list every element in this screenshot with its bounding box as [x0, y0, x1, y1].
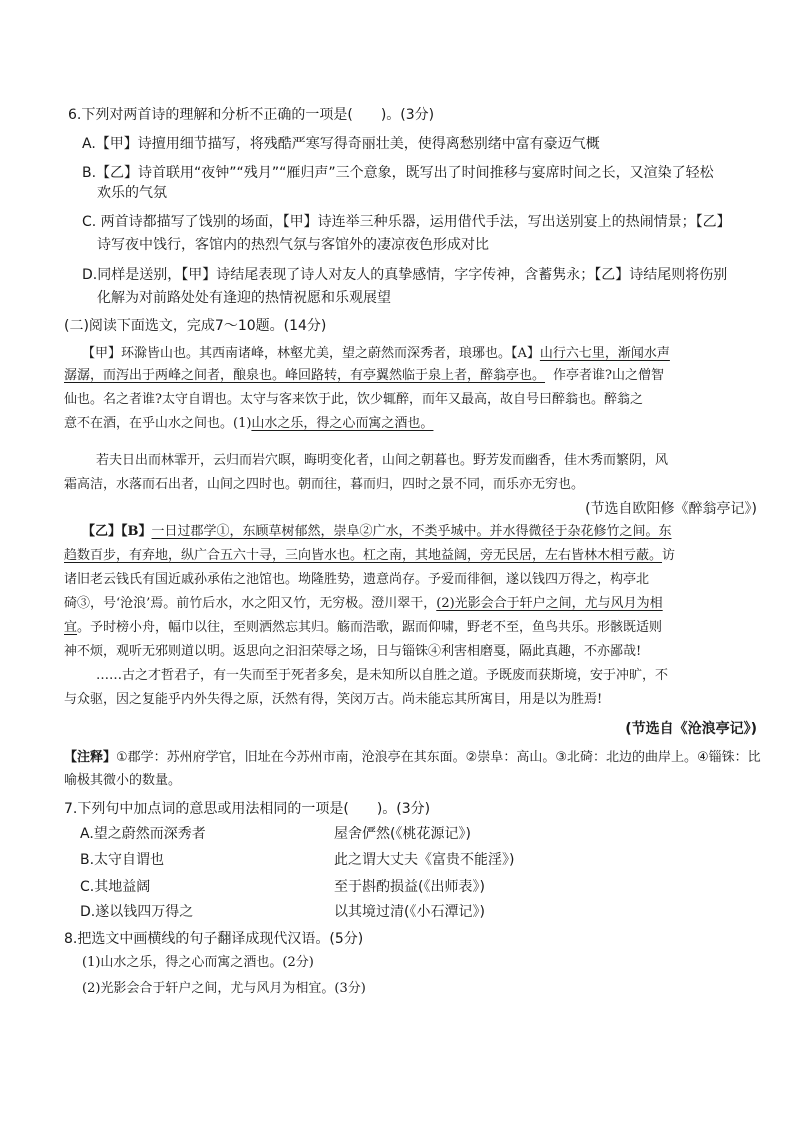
q6-option-d-cont: 化解为对前路处处有逢迎的热情祝愿和乐观展望: [97, 290, 391, 306]
yi-underline-2-cont: 宜: [64, 620, 78, 635]
yi-text: 碕③，号‘沧浪’焉。前竹后水，水之阳又竹，无穷极。澄川翠干，: [64, 596, 437, 611]
yi-label: 【乙】【B】: [82, 524, 152, 539]
q8-sentence-2: (2)光影会合于轩户之间，尤与风月为相宜。(3分): [82, 981, 366, 996]
yi-underline-b-cont: 趋数百步，有弃地，纵广合五六十寻，三向皆水也。杠之南，其地益阔，旁无民居，左右皆林木相亏蔽。: [64, 548, 663, 563]
q7-option-a-ref: 屋舍俨然(《桃花源记》): [334, 826, 471, 842]
yi-text: 访: [662, 548, 676, 563]
jia-line-1: [82, 345, 670, 363]
jia-text: 【甲】环滁皆山也。其西南诸峰，林壑尤美，望之蔚然而深秀者，琅琊也。【A】: [82, 346, 540, 361]
q7-option-d-ref: 以其境过清(《小石潭记》): [334, 904, 485, 920]
notes-text: ①郡学：苏州府学官，旧址在今苏州市南，沧浪亭在其东面。②崇阜：高山。③北碕：北边的曲岸上。④锱铢：比: [116, 750, 761, 765]
yi-line-3: 诸旧老云钱氏有国近戚孙承佑之池馆也。坳隆胜势，遗意尚存。予爱而徘徊，遂以钱四万得之，构亭北: [64, 572, 650, 587]
q7-option-d: D.遂以钱四万得之: [80, 904, 194, 920]
jia-line-6: 霜高洁，水落而石出者，山间之四时也。朝而往，暮而归，四时之景不同，而乐亦无穷也。: [64, 477, 585, 492]
q6-option-c: C. 两首诗都描写了饯别的场面，【甲】诗连举三种乐器，运用借代手法，写出送别宴上的热闹情景；【乙】: [82, 214, 731, 230]
jia-text: 作亭者谁?山之僧智: [553, 368, 664, 383]
yi-line-1: [82, 523, 672, 541]
yi-line-8: 与众驱，因之复能乎内外失得之原，沃然有得，笑闵万古。尚未能忘其所寓目，用是以为胜焉!: [64, 692, 603, 707]
q7-option-c-ref: 至于斟酌损益(《出师表》): [334, 879, 485, 895]
q8-stem: 8.把选文中画横线的句子翻译成现代汉语。(5分): [64, 931, 364, 947]
q6-stem: 6.下列对两首诗的理解和分析不正确的一项是( )。(3分): [68, 107, 435, 123]
q7-option-b: B.太守自谓也: [80, 852, 165, 868]
jia-underline-1: 山水之乐，得之心而寓之酒也。: [251, 416, 434, 431]
yi-line-6: 神不烦，观听无邪则道以明。返思向之汩汩荣辱之场，日与锱铢④利害相磨戛，隔此真趣，不亦鄙哉!: [64, 644, 642, 659]
yi-line-4: [64, 595, 663, 613]
yi-source: (节选自《沧浪亭记》): [625, 721, 757, 737]
section-heading: (二)阅读下面选文，完成7～10题。(14分): [64, 318, 327, 334]
q6-option-a: A.【甲】诗擅用细节描写，将残酷严寒写得奇丽壮美，使得离愁别绪中富有豪迈气概: [82, 136, 600, 152]
q7-option-a: A.望之蔚然而深秀者: [80, 826, 206, 842]
jia-underline-a: 山行六七里，渐闻水声: [539, 346, 670, 361]
yi-line-7: ……古之才哲君子，有一失而至于死者多矣，是未知所以自胜之道。予既废而获斯境，安于冲旷，不: [96, 668, 669, 683]
jia-underline-a-cont: 潺潺，而泻出于两峰之间者，酿泉也。峰回路转，有亭翼然临于泉上者，醉翁亭也。: [64, 368, 546, 383]
q6-option-d: D.同样是送别，【甲】诗结尾表现了诗人对友人的真挚感情，字字传神，含蓄隽永；【乙】诗结尾则将伤别: [82, 267, 728, 283]
q7-stem: 7.下列句中加点词的意思或用法相同的一项是( )。(3分): [64, 801, 431, 817]
yi-underline-b: 一日过郡学①，东顾草树郁然，崇阜②广水，不类乎城中。并水得微径于杂花修竹之间。东: [151, 524, 672, 539]
jia-line-4: [64, 415, 433, 433]
q8-sentence-1: (1)山水之乐，得之心而寓之酒也。(2分): [82, 955, 314, 970]
jia-line-3: 仙也。名之者谁?太守自谓也。太守与客来饮于此，饮少辄醉，而年又最高，故自号曰醉翁也。醉翁之: [64, 392, 643, 407]
yi-line-2: [64, 547, 675, 565]
q7-option-c: C.其地益阔: [80, 879, 151, 895]
jia-line-2: [64, 367, 664, 385]
jia-line-5: 若夫日出而林霏开，云归而岩穴暝，晦明变化者，山间之朝暮也。野芳发而幽香，佳木秀而繁阴，风: [96, 453, 669, 468]
q6-option-b-cont: 欢乐的气氛: [97, 185, 167, 201]
q6-option-b: B.【乙】诗首联用“夜钟”“残月”“雁归声”三个意象，既写出了时间推移与宴席时间之长，又渲染了轻松: [82, 165, 714, 181]
notes-line-2: 喻极其微小的数量。: [64, 773, 182, 788]
notes-line-1: [64, 749, 761, 767]
q7-option-b-ref: 此之谓大丈夫《富贵不能淫》): [334, 852, 515, 868]
notes-label: 【注释】: [64, 750, 117, 765]
jia-text: 意不在酒，在乎山水之间也。(1): [64, 416, 252, 431]
yi-text: 。予时榜小舟，幅巾以往，至则洒然忘其归。觞而浩歌，踞而仰啸，野老不至，鱼鸟共乐。形骸既适则: [77, 620, 663, 635]
yi-underline-2: (2)光影会合于轩户之间，尤与风月为相: [436, 596, 663, 611]
yi-line-5: [64, 619, 662, 637]
q6-option-c-cont: 诗写夜中饯行，客馆内的热烈气氛与客馆外的凄凉夜色形成对比: [97, 237, 489, 253]
jia-source: (节选自欧阳修《醉翁亭记》): [585, 501, 757, 517]
